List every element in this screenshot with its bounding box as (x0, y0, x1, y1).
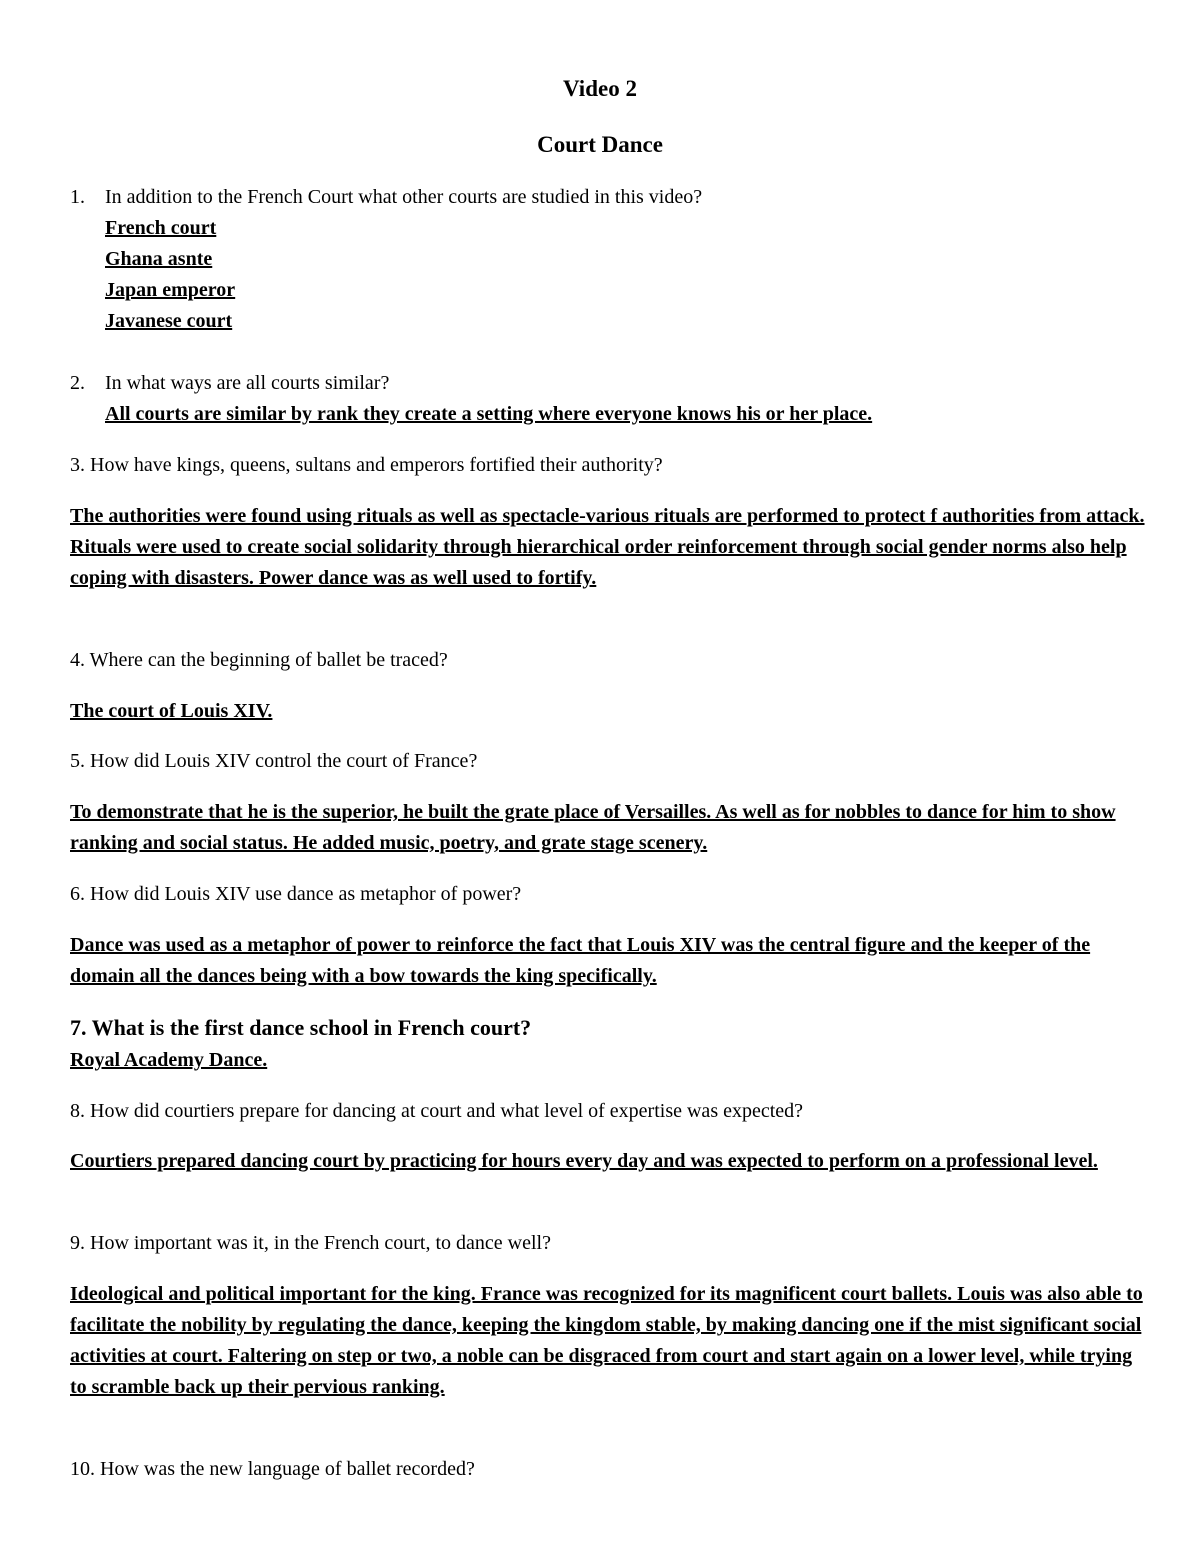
question-2-text: In what ways are all courts similar? (105, 372, 390, 394)
question-5-answer: To demonstrate that he is the superior, he built the grate place of Versailles. As well as for nobbles to dance for him to show ranking and social status. He added music, poetry, and grate stage scenery. (70, 801, 1116, 854)
question-6-text: 6. How did Louis XIV use dance as metaphor of power? (70, 883, 522, 905)
answer-item: French court (105, 217, 217, 239)
question-8-answer: Courtiers prepared dancing court by practicing for hours every day and was expected to perform on a professional level. (70, 1150, 1098, 1172)
question-10-text: 10. How was the new language of ballet recorded? (70, 1458, 475, 1480)
question-1 (70, 182, 1150, 337)
question-3-answer: The authorities were found using rituals as well as spectacle-various rituals are performed to protect f authorities from attack. Rituals were used to create social solidarity through hierarchical order reinforcement through social gender norms also help coping with disasters. Power dance was as well used to fortify. (70, 505, 1145, 589)
question-5-text: 5. How did Louis XIV control the court of France? (70, 750, 478, 772)
question-2-answer: All courts are similar by rank they create a setting where everyone knows his or her place. (105, 403, 873, 425)
question-4-answer: The court of Louis XIV. (70, 700, 273, 722)
question-6-answer: Dance was used as a metaphor of power to reinforce the fact that Louis XIV was the central figure and the keeper of the domain all the dances being with a bow towards the king specifically. (70, 934, 1091, 987)
question-1-text: In addition to the French Court what other courts are studied in this video? (105, 186, 703, 208)
question-2-number: 2. (70, 372, 85, 394)
question-9-text: 9. How important was it, in the French court, to dance well? (70, 1232, 551, 1254)
question-2 (70, 368, 1150, 430)
page-subtitle: Court Dance (537, 132, 663, 157)
answer-item: Japan emperor (105, 279, 236, 301)
question-3-text: 3. How have kings, queens, sultans and emperors fortified their authority? (70, 454, 663, 476)
question-1-answers (70, 213, 1150, 337)
question-3 (70, 450, 1150, 481)
answer-item: Javanese court (105, 310, 233, 332)
question-7-text: 7. What is the first dance school in French court? (70, 1015, 532, 1040)
question-4-text: 4. Where can the beginning of ballet be traced? (70, 649, 448, 671)
question-9-answer: Ideological and political important for the king. France was recognized for its magnificent court ballets. Louis was also able to facilitate the nobility by regulating the dance, keeping the kingdom stable, by making dancing one if the mist significant social activities at court. Faltering on step or two, a noble can be disgraced from court and start again on a lower level, while trying to scramble back up their pervious ranking. (70, 1283, 1143, 1398)
page-title: Video 2 (563, 76, 637, 101)
question-1-number: 1. (70, 186, 85, 208)
answer-item: Ghana asnte (105, 248, 213, 270)
question-7-answer: Royal Academy Dance. (70, 1049, 268, 1071)
question-8-text: 8. How did courtiers prepare for dancing at court and what level of expertise was expected? (70, 1100, 804, 1122)
